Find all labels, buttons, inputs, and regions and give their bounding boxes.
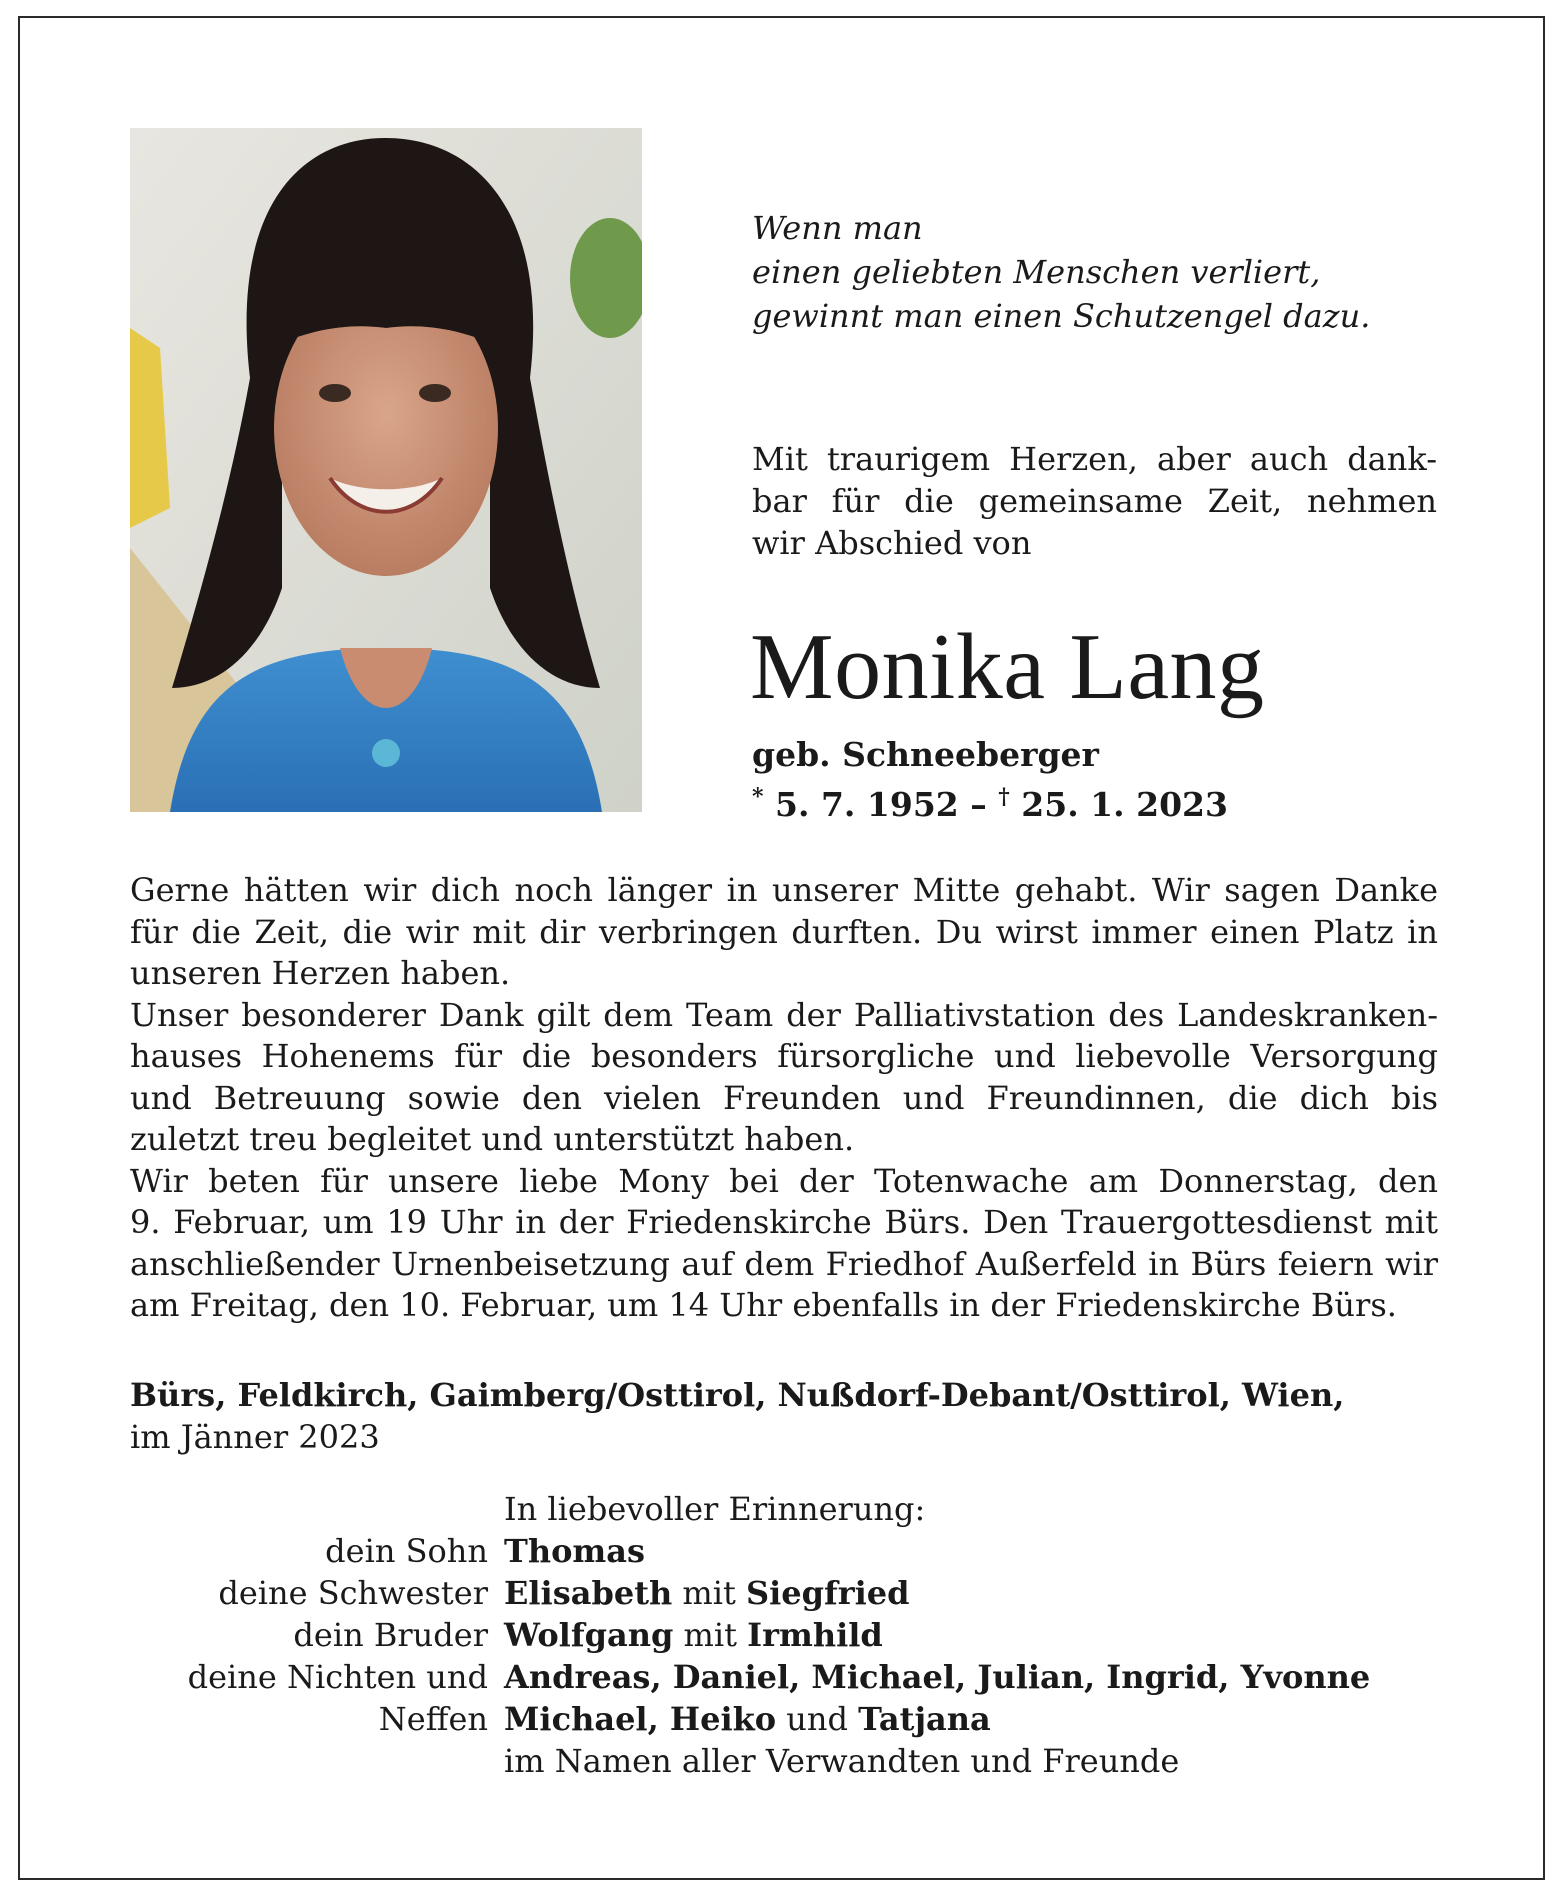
conjunction: und: [786, 1700, 848, 1738]
relation-label: dein Sohn: [325, 1532, 488, 1570]
intro-line: Mit traurigem Herzen, aber auch dank-: [752, 440, 1437, 478]
conjunction: mit: [683, 1616, 737, 1654]
relation-label: Neffen: [378, 1700, 488, 1738]
relative-name: Irmhild: [747, 1616, 883, 1654]
intro-line: bar für die gemeinsame Zeit, nehmen: [752, 482, 1437, 520]
quote-line: gewinnt man einen Schutzengel dazu.: [752, 297, 1371, 335]
relative-row: [130, 1530, 1446, 1572]
birth-date: 5. 7. 1952: [775, 785, 959, 824]
date-dash: –: [970, 785, 987, 824]
relative-name: Wolfgang: [504, 1616, 674, 1654]
relative-row: [130, 1656, 1446, 1698]
body-line: und Betreuung sowie den vielen Freunden und Freundinnen, die dich bis: [130, 1078, 1438, 1117]
places-and-date: [130, 1374, 1446, 1458]
signoff-closing: im Namen aller Verwandten und Freunde: [504, 1742, 1180, 1780]
body-line: am Freitag, den 10. Februar, um 14 Uhr ebenfalls in der Friedenskirche Bürs.: [130, 1286, 1397, 1324]
signoff: [130, 1488, 1446, 1782]
death-date: 25. 1. 2023: [1021, 785, 1228, 824]
locations: Bürs, Feldkirch, Gaimberg/Osttirol, Nußdorf-Debant/Osttirol, Wien,: [130, 1376, 1345, 1414]
death-symbol: †: [998, 784, 1010, 810]
relative-name: Tatjana: [858, 1700, 991, 1738]
relative-row: [130, 1698, 1446, 1740]
birth-name: geb. Schneeberger: [752, 735, 1099, 774]
signoff-heading: In liebevoller Erinnerung:: [504, 1490, 926, 1528]
quote-line: einen geliebten Menschen verliert,: [752, 253, 1321, 291]
body-line: Unser besonderer Dank gilt dem Team der Palliativstation des Landeskranken-: [130, 995, 1438, 1034]
relative-row: [130, 1614, 1446, 1656]
intro-line: wir Abschied von: [752, 524, 1032, 562]
relative-name: Elisabeth: [504, 1574, 673, 1612]
relative-name: Thomas: [504, 1532, 646, 1570]
quote: [752, 206, 1472, 338]
life-dates: [752, 776, 1228, 826]
quote-line: Wenn man: [752, 209, 923, 247]
conjunction: mit: [682, 1574, 736, 1612]
body-line: 9. Februar, um 19 Uhr in der Friedenskirche Bürs. Den Trauergottesdienst mit: [130, 1203, 1438, 1241]
relative-row: [130, 1572, 1446, 1614]
relation-label: dein Bruder: [293, 1616, 488, 1654]
relation-label: deine Nichten und: [187, 1658, 488, 1696]
body-line: unseren Herzen haben.: [130, 954, 511, 992]
intro-text: [752, 438, 1437, 564]
date-line: im Jänner 2023: [130, 1418, 380, 1456]
portrait-photo: [130, 128, 642, 812]
portrait-image: [130, 128, 642, 812]
body-line: für die Zeit, die wir mit dir verbringen durften. Du wirst immer einen Platz in: [130, 912, 1438, 951]
deceased-name: Monika Lang: [750, 615, 1265, 719]
body-line: Gerne hätten wir dich noch länger in unserer Mitte gehabt. Wir sagen Danke: [130, 871, 1438, 909]
obituary-body: [130, 870, 1438, 1327]
relative-name: Siegfried: [746, 1574, 910, 1612]
body-line: zuletzt treu begleitet und unterstützt haben.: [130, 1120, 855, 1158]
relative-name: Michael, Heiko: [504, 1700, 777, 1738]
body-line: anschließender Urnenbeisetzung auf dem Friedhof Außerfeld in Bürs feiern wir: [130, 1244, 1438, 1283]
relation-label: deine Schwester: [218, 1574, 488, 1612]
body-line: Wir beten für unsere liebe Mony bei der Totenwache am Donnerstag, den: [130, 1161, 1438, 1200]
relative-name: Andreas, Daniel, Michael, Julian, Ingrid, Yvonne: [504, 1658, 1371, 1696]
body-line: hauses Hohenems für die besonders fürsorgliche und liebevolle Versorgung: [130, 1037, 1438, 1075]
birth-symbol: *: [752, 784, 764, 810]
